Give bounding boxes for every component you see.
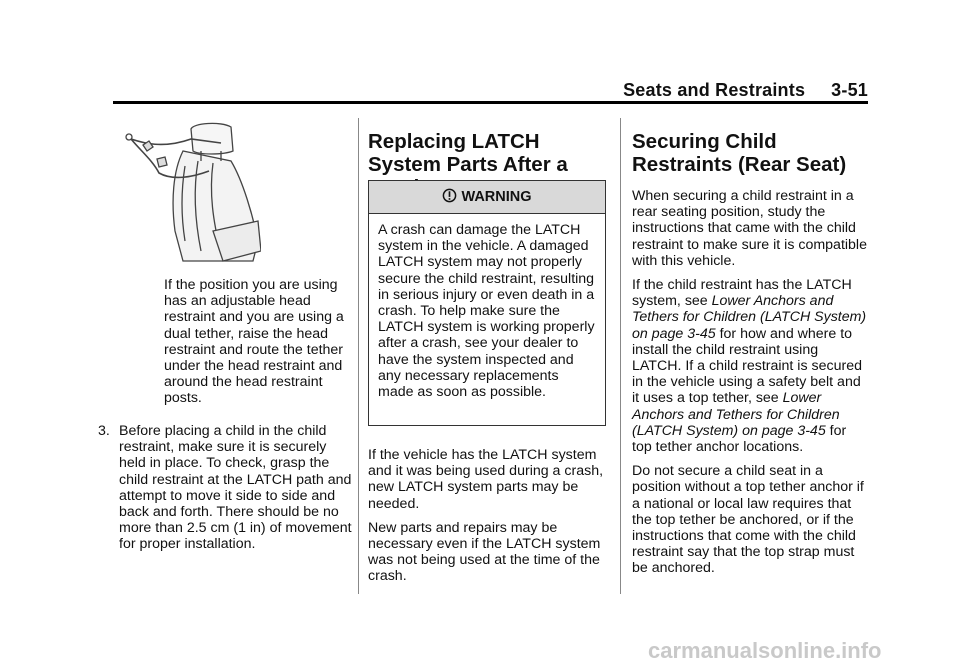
text: If the child restraint has the LATCH system, see [632, 277, 852, 310]
column-securing-child-restraints [632, 130, 868, 585]
cross-reference-link[interactable]: Lower Anchors and Tethers for Children (LATCH System) on page 3-45 [632, 390, 840, 439]
paragraph: When securing a child restraint in a rear seating position, study the instructions that came with the child restraint to make sure it is compatible with this vehicle. [632, 188, 867, 269]
paragraph: If the vehicle has the LATCH system and it was being used during a crash, new LATCH system parts may be needed. [368, 447, 604, 512]
paragraph: Do not secure a child seat in a position without a top tether anchor if a national or local law requires that the top tether be anchored, or if the instructions that come with the child restraint say that the top strap must be anchored. [632, 463, 864, 577]
warning-text: A crash can damage the LATCH system in the vehicle. A damaged LATCH system may not properly secure the child restraint, resulting in serious injury or even death in a crash. To help make sure the LATCH system is working properly after a crash, see your dealer to have the system inspected and any necessary replacements made as soon as possible. [378, 222, 595, 401]
page-header-title: Seats and Restraints 3-51 [623, 80, 868, 100]
paragraph-latch-reference [632, 277, 868, 455]
section-heading-securing: Securing Child Restraints (Rear Seat) [632, 130, 847, 176]
step-text: Before placing a child in the child restraint, make sure it is securely held in place. To check, grasp the child restraint at the LATCH path and attempt to move it side to side and back and forth. There should be no more than 2.5 cm (1 in) of movement for proper installation. [119, 423, 352, 553]
warning-box [368, 180, 606, 426]
column-replacing-latch-body [368, 447, 608, 593]
column-divider-left [358, 118, 359, 594]
header-rule [113, 101, 868, 104]
warning-header [369, 181, 605, 214]
text: for how and where to install the child restraint using LATCH. If a child restraint is secured in the vehicle using a safety belt and it uses a top tether, see [632, 325, 862, 407]
warning-label: WARNING [461, 189, 532, 205]
warning-icon [442, 188, 457, 207]
text: for top tether anchor locations. [632, 422, 847, 456]
section-heading-replacing-latch: Replacing LATCH System Parts After a [368, 130, 568, 176]
headrestraint-tether-illustration [113, 121, 261, 263]
paragraph: New parts and repairs may be necessary even if the LATCH system was not being used at the time of the crash. [368, 519, 601, 585]
head-restraint-instruction: If the position you are using has an adjustable head restraint and you are using a dual tether, raise the head restraint and route the tether under the head restraint and around the head restraint posts. [164, 277, 344, 407]
cross-reference-link[interactable]: Lower Anchors and Tethers for Children (LATCH System) on page 3-45 [632, 293, 867, 342]
step-number: 3. [98, 423, 110, 439]
watermark: carmanualsonline.info [648, 638, 882, 663]
column-divider-right [620, 118, 621, 594]
